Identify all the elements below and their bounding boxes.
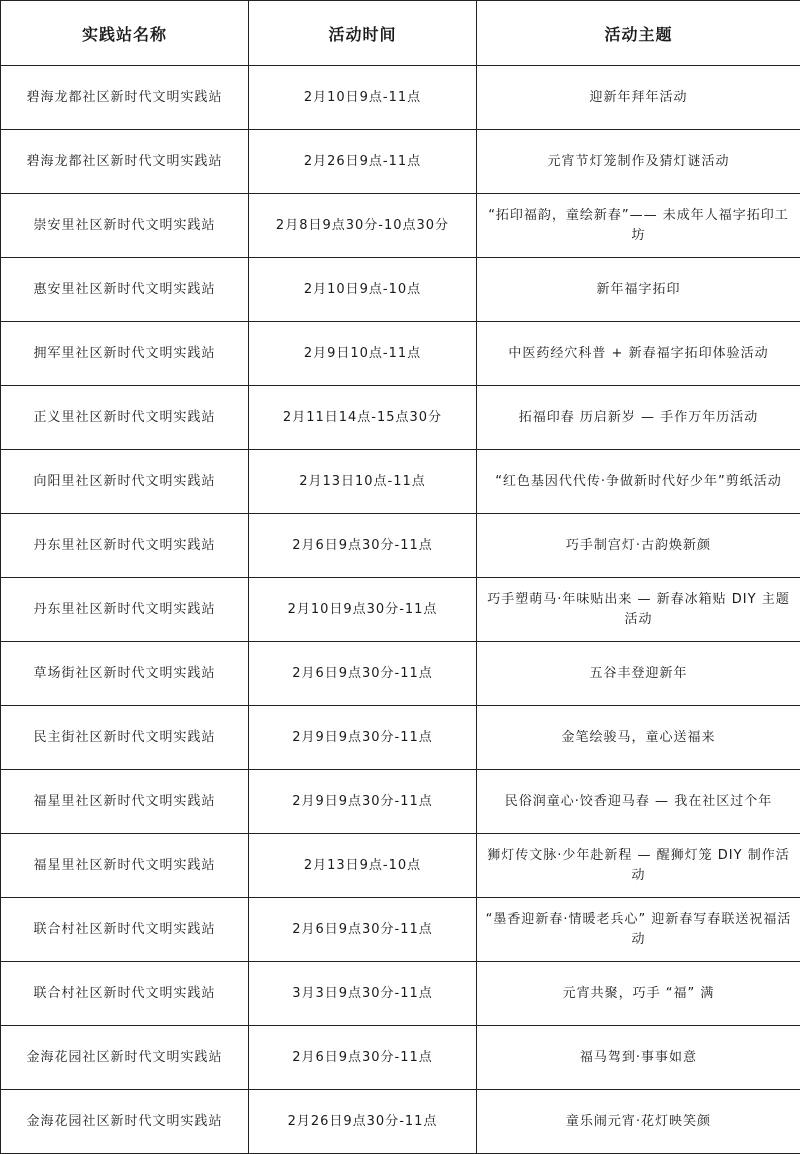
time-cell: 2月9日9点30分-11点 (249, 770, 477, 834)
table-body (1, 66, 800, 1154)
station-cell: 崇安里社区新时代文明实践站 (1, 194, 249, 258)
time-cell: 2月10日9点30分-11点 (249, 578, 477, 642)
header-time: 活动时间 (249, 1, 477, 66)
theme-cell: 狮灯传文脉·少年赴新程 — 醒狮灯笼 DIY 制作活动 (477, 834, 800, 898)
station-cell: 向阳里社区新时代文明实践站 (1, 450, 249, 514)
table-row (1, 130, 800, 194)
table-row (1, 642, 800, 706)
theme-cell: 中医药经穴科普 + 新春福字拓印体验活动 (477, 322, 800, 386)
time-cell: 2月6日9点30分-11点 (249, 898, 477, 962)
time-cell: 3月3日9点30分-11点 (249, 962, 477, 1026)
theme-cell: “拓印福韵，童绘新春”—— 未成年人福字拓印工坊 (477, 194, 800, 258)
theme-cell: 元宵共聚，巧手 “福” 满 (477, 962, 800, 1026)
station-cell: 民主街社区新时代文明实践站 (1, 706, 249, 770)
theme-cell: 拓福印春 历启新岁 — 手作万年历活动 (477, 386, 800, 450)
station-cell: 惠安里社区新时代文明实践站 (1, 258, 249, 322)
station-cell: 丹东里社区新时代文明实践站 (1, 578, 249, 642)
time-cell: 2月11日14点-15点30分 (249, 386, 477, 450)
table-row (1, 1026, 800, 1090)
theme-cell: 童乐闹元宵·花灯映笑颜 (477, 1090, 800, 1154)
time-cell: 2月6日9点30分-11点 (249, 514, 477, 578)
theme-cell: 迎新年拜年活动 (477, 66, 800, 130)
time-cell: 2月6日9点30分-11点 (249, 642, 477, 706)
station-cell: 草场街社区新时代文明实践站 (1, 642, 249, 706)
table-row (1, 706, 800, 770)
station-cell: 丹东里社区新时代文明实践站 (1, 514, 249, 578)
station-cell: 福星里社区新时代文明实践站 (1, 770, 249, 834)
station-cell: 正义里社区新时代文明实践站 (1, 386, 249, 450)
table-row (1, 514, 800, 578)
time-cell: 2月13日10点-11点 (249, 450, 477, 514)
table-row (1, 578, 800, 642)
station-cell: 福星里社区新时代文明实践站 (1, 834, 249, 898)
theme-cell: 民俗润童心·饺香迎马春 — 我在社区过个年 (477, 770, 800, 834)
table-row (1, 450, 800, 514)
theme-cell: 金笔绘骏马，童心送福来 (477, 706, 800, 770)
time-cell: 2月10日9点-11点 (249, 66, 477, 130)
time-cell: 2月26日9点-11点 (249, 130, 477, 194)
theme-cell: 新年福字拓印 (477, 258, 800, 322)
table-row (1, 386, 800, 450)
station-cell: 碧海龙都社区新时代文明实践站 (1, 130, 249, 194)
theme-cell: 五谷丰登迎新年 (477, 642, 800, 706)
header-station: 实践站名称 (1, 1, 249, 66)
station-cell: 金海花园社区新时代文明实践站 (1, 1026, 249, 1090)
time-cell: 2月26日9点30分-11点 (249, 1090, 477, 1154)
table-row (1, 66, 800, 130)
theme-cell: 巧手制宫灯·古韵焕新颜 (477, 514, 800, 578)
table-row (1, 770, 800, 834)
station-cell: 联合村社区新时代文明实践站 (1, 898, 249, 962)
table-row (1, 322, 800, 386)
table-row (1, 834, 800, 898)
theme-cell: 巧手塑萌马·年味贴出来 — 新春冰箱贴 DIY 主题活动 (477, 578, 800, 642)
station-cell: 联合村社区新时代文明实践站 (1, 962, 249, 1026)
theme-cell: “红色基因代代传·争做新时代好少年”剪纸活动 (477, 450, 800, 514)
time-cell: 2月9日9点30分-11点 (249, 706, 477, 770)
table-row (1, 258, 800, 322)
theme-cell: “墨香迎新春·情暖老兵心” 迎新春写春联送祝福活动 (477, 898, 800, 962)
theme-cell: 福马驾到·事事如意 (477, 1026, 800, 1090)
time-cell: 2月6日9点30分-11点 (249, 1026, 477, 1090)
time-cell: 2月10日9点-10点 (249, 258, 477, 322)
station-cell: 金海花园社区新时代文明实践站 (1, 1090, 249, 1154)
header-row (1, 1, 800, 66)
table-row (1, 962, 800, 1026)
time-cell: 2月13日9点-10点 (249, 834, 477, 898)
time-cell: 2月8日9点30分-10点30分 (249, 194, 477, 258)
theme-cell: 元宵节灯笼制作及猜灯谜活动 (477, 130, 800, 194)
station-cell: 拥军里社区新时代文明实践站 (1, 322, 249, 386)
table-row (1, 898, 800, 962)
station-cell: 碧海龙都社区新时代文明实践站 (1, 66, 249, 130)
header-theme: 活动主题 (477, 1, 800, 66)
table-row (1, 194, 800, 258)
time-cell: 2月9日10点-11点 (249, 322, 477, 386)
table-row (1, 1090, 800, 1154)
